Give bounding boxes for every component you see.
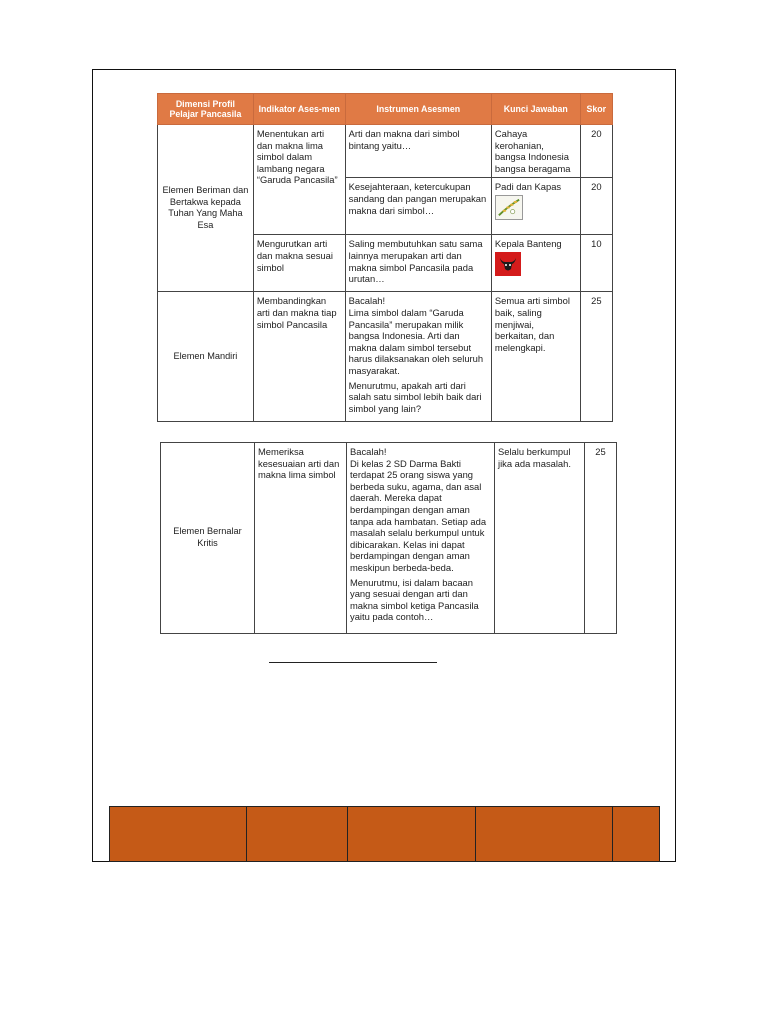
- kepala-banteng-icon: [495, 252, 521, 276]
- signature-line: [269, 662, 437, 663]
- answer-key-cell: [491, 178, 580, 235]
- bottom-header-bar: [109, 806, 660, 862]
- score-cell: 20: [580, 178, 612, 235]
- bottom-bar-row: [110, 807, 660, 862]
- indicator-cell: Memeriksa kesesuaian arti dan makna lima simbol: [255, 443, 347, 634]
- instrument-cell: [345, 292, 491, 422]
- instrument-cell: [347, 443, 495, 634]
- answer-key-cell: Selalu berkumpul jika ada masalah.: [495, 443, 585, 634]
- header-answer-key: Kunci Jawaban: [491, 94, 580, 125]
- table-row: [161, 443, 617, 634]
- element-cell: Elemen Bernalar Kritis: [161, 443, 255, 634]
- table-header-row: [158, 94, 613, 125]
- indicator-cell: Menentukan arti dan makna lima simbol dalam lambang negara “Garuda Pancasila”: [253, 125, 345, 235]
- header-score: Skor: [580, 94, 612, 125]
- instrument-passage: Di kelas 2 SD Darma Bakti terdapat 25 orang siswa yang berbeda suku, agama, dan asal daerah. Mereka dapat berdampingan dengan aman tanpa ada hambatan. Setiap ada masalah selalu berkumpul untuk dibicarakan. Kelas ini dapat berdampingan dengan aman meskipun berbeda-beda.: [350, 457, 487, 573]
- instrument-cell: Kesejahteraan, ketercukupan sandang dan pangan merupakan makna dari simbol…: [345, 178, 491, 235]
- score-cell: 20: [580, 125, 612, 178]
- answer-key-text: Padi dan Kapas: [494, 181, 562, 193]
- table-row: [158, 125, 613, 178]
- header-dimension: Dimensi Profil Pelajar Pancasila: [158, 94, 254, 125]
- score-cell: 25: [585, 443, 617, 634]
- table-row: [158, 292, 613, 422]
- instrument-heading: Bacalah!: [348, 295, 386, 307]
- element-cell: Elemen Beriman dan Bertakwa kepada Tuhan Yang Maha Esa: [158, 125, 254, 292]
- score-cell: 25: [580, 292, 612, 422]
- answer-key-text: Kepala Banteng: [494, 238, 562, 250]
- answer-key-cell: [491, 235, 580, 292]
- instrument-question: Menurutmu, apakah arti dari salah satu simbol lebih baik dari simbol yang lain?: [348, 379, 482, 414]
- assessment-table-continued: [160, 442, 617, 634]
- answer-key-cell: Semua arti simbol baik, saling menjiwai, berkaitan, dan melengkapi.: [491, 292, 580, 422]
- instrument-cell: Arti dan makna dari simbol bintang yaitu…: [345, 125, 491, 178]
- instrument-heading: Bacalah!: [350, 446, 387, 457]
- instrument-question: Menurutmu, isi dalam bacaan yang sesuai dengan arti dan makna simbol ketiga Pancasila yaitu pada contoh…: [350, 576, 479, 623]
- header-instrument: Instrumen Asesmen: [345, 94, 491, 125]
- padi-kapas-icon: [495, 195, 523, 220]
- indicator-cell: Mengurutkan arti dan makna sesuai simbol: [253, 235, 345, 292]
- assessment-table: [157, 93, 613, 422]
- score-cell: 10: [580, 235, 612, 292]
- element-cell: Elemen Mandiri: [158, 292, 254, 422]
- bottom-bar-cell: [613, 807, 660, 862]
- bottom-bar-cell: [247, 807, 348, 862]
- header-indicator: Indikator Ases-men: [253, 94, 345, 125]
- answer-key-cell: Cahaya kerohanian, bangsa Indonesia bangsa beragama: [491, 125, 580, 178]
- bottom-bar-cell: [110, 807, 247, 862]
- bottom-bar-cell: [476, 807, 613, 862]
- bottom-bar-cell: [348, 807, 476, 862]
- indicator-cell: Membandingkan arti dan makna tiap simbol Pancasila: [253, 292, 345, 422]
- instrument-passage: Lima simbol dalam “Garuda Pancasila” merupakan milik bangsa Indonesia. Arti dan makna dalam simbol tersebut harus dilaksanakan oleh seluruh masyarakat.: [348, 306, 484, 376]
- instrument-cell: Saling membutuhkan satu sama lainnya merupakan arti dan makna simbol Pancasila pada urutan…: [345, 235, 491, 292]
